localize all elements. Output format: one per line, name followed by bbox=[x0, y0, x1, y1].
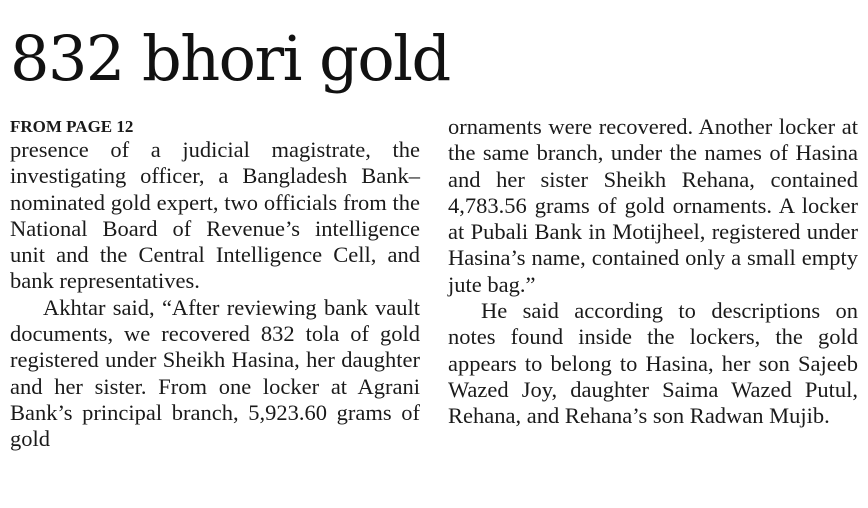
paragraph: He said according to descriptions on notes found inside the lockers, the gold appears to belong to Hasina, her son Sajeeb Wazed Joy, daughter Saima Wazed Putul, Rehana, and Rehana’s son Radwan Mujib. bbox=[448, 298, 858, 429]
article-column-left bbox=[10, 114, 420, 453]
paragraph: Akhtar said, “After reviewing bank vault documents, we recovered 832 tola of gold registered under Sheikh Hasina, her daughter and her sister. From one locker at Agrani Bank’s principal branch, 5,923.60 grams of gold bbox=[10, 294, 420, 452]
paragraph: ornaments were recovered. Another locker at the same branch, under the names of Hasina and her sister Sheikh Rehana, contained 4,783.56 grams of gold ornaments. A locker at Pubali Bank in Motijheel, registered under Hasina’s name, contained only a small empty jute bag.” bbox=[448, 114, 858, 297]
article-column-right bbox=[448, 114, 858, 430]
headline: 832 bhori gold bbox=[10, 22, 450, 95]
paragraph: presence of a judicial magistrate, the investigating officer, a Bangladesh Bank–nominated gold expert, two officials from the National Board of Revenue’s intelligence unit and the Central Intelligence Cell, and bank representatives. bbox=[10, 137, 420, 294]
jump-kicker: FROM PAGE 12 bbox=[10, 117, 134, 136]
